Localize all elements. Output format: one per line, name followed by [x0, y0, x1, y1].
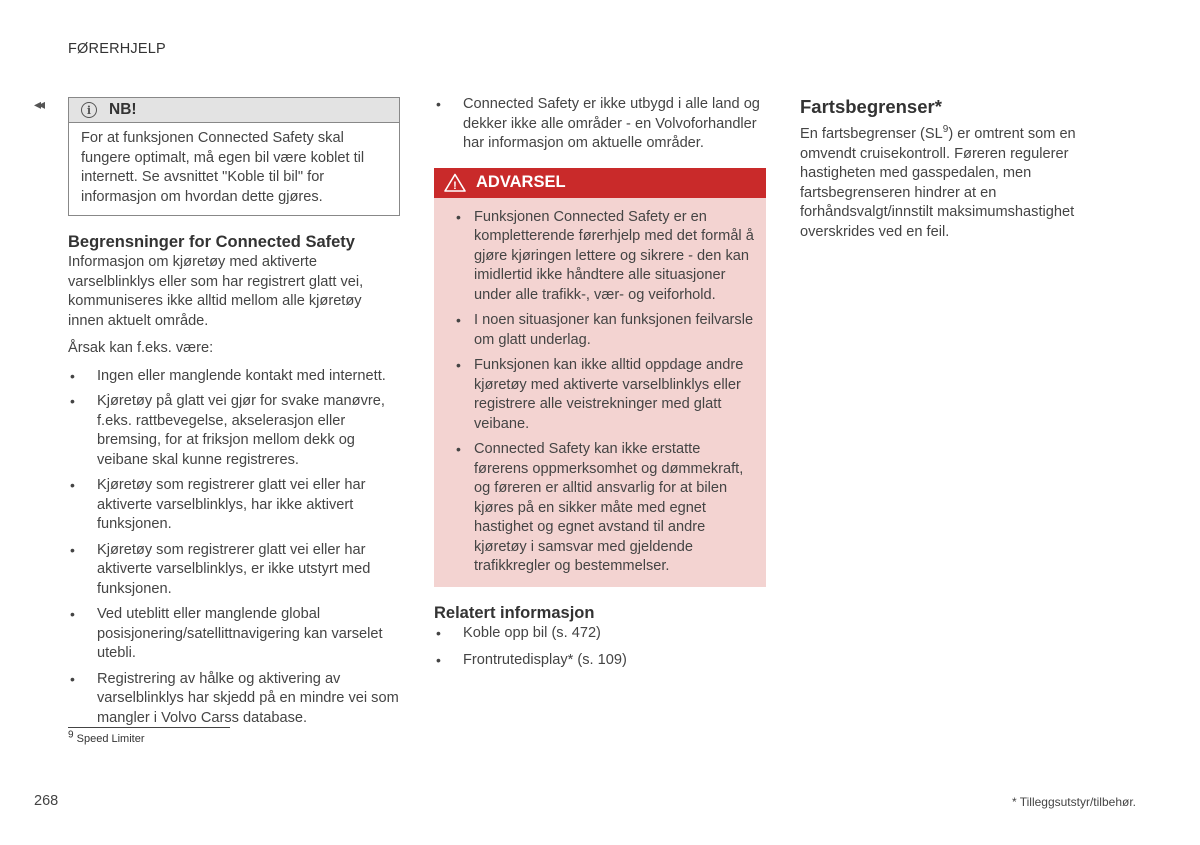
- previous-page-arrow-icon: ◂◂: [34, 96, 43, 112]
- related-link[interactable]: • Frontrutedisplay* (s. 109): [434, 651, 766, 671]
- list-item: • I noen situasjoner kan funksjonen feilvarsle om glatt underlag.: [444, 311, 756, 350]
- footnote-reference: 9: [942, 124, 949, 136]
- list-item: • Funksjonen Connected Safety er en kompletterende førerhjelp med det formål å gjøre kjøringen lettere og sikrere - den kan imidlertid ikke håndtere alle situasjoner under alle trafikk-, vær- og veiforhold.: [444, 208, 756, 306]
- speed-limiter-text-start: En fartsbegrenser (SL: [800, 126, 943, 142]
- warning-list: [444, 208, 756, 577]
- info-icon: i: [81, 102, 97, 118]
- warning-icon-glyph: !: [453, 180, 457, 192]
- footnote: [68, 729, 145, 746]
- warning-triangle-icon: [444, 173, 466, 192]
- column-middle: [434, 95, 766, 677]
- limitations-intro: Informasjon om kjøretøy med aktiverte varselblinklys eller som har registrert glatt vei, kommuniseres ikke alltid mellom alle kjøretøy innen aktuelt område.: [68, 254, 364, 329]
- related-links: [434, 624, 766, 671]
- footnote-text: Speed Limiter: [76, 733, 145, 745]
- list-item: • Registrering av hålke og aktivering av varselblinklys har skjedd på en mindre vei som mangler i Volvo Carss database.: [68, 670, 400, 729]
- limitations-section: [68, 232, 400, 728]
- accessory-note: * Tilleggsutstyr/tilbehør.: [1011, 795, 1136, 809]
- column-left: [68, 97, 400, 734]
- note-text: For at funksjonen Connected Safety skal fungere optimalt, må egen bil være koblet til internett. Se avsnittet "Koble til bil" for informasjon om hvordan dette gjøres.: [81, 130, 365, 205]
- speed-limiter-heading: Fartsbegrenser*: [800, 96, 942, 117]
- page-number: 268: [34, 793, 59, 809]
- warning-body: [434, 198, 766, 587]
- continued-list: [434, 95, 766, 154]
- limitations-heading: Begrensninger for Connected Safety: [68, 233, 355, 251]
- section-title: FØRERHJELP: [68, 41, 166, 57]
- speed-limiter-text: [800, 125, 1132, 242]
- note-box: [68, 97, 400, 216]
- list-item: • Connected Safety kan ikke erstatte førerens oppmerksomhet og dømmekraft, og føreren er alltid ansvarlig for at bilen kjøres på en sikker måte med egnet hastighet og egnet avstand til andre kjøretøy i samsvar med gjeldende trafikkregler og bestemmelser.: [444, 440, 756, 577]
- list-item: • Kjøretøy som registrerer glatt vei eller har aktiverte varselblinklys, er ikke utstyrt med funksjonen.: [68, 541, 400, 600]
- list-item: • Ingen eller manglende kontakt med internett.: [68, 367, 400, 387]
- list-item: • Funksjonen kan ikke alltid oppdage andre kjøretøy med aktiverte varselblinklys eller registrere alle veistrekninger med glatt veibane.: [444, 356, 756, 434]
- limitations-list: [68, 367, 400, 729]
- note-title: NB!: [109, 101, 137, 119]
- footnote-number: 9: [68, 729, 74, 741]
- column-right: [800, 95, 1132, 242]
- list-item: • Kjøretøy som registrerer glatt vei eller har aktiverte varselblinklys, har ikke aktivert funksjonen.: [68, 476, 400, 535]
- list-item: • Ved uteblitt eller manglende global posisjonering/satellittnavigering kan varselet utebli.: [68, 605, 400, 664]
- warning-header: [434, 168, 766, 198]
- reason-label: Årsak kan f.eks. være:: [68, 340, 214, 356]
- warning-box: [434, 168, 766, 587]
- list-item: • Kjøretøy på glatt vei gjør for svake manøvre, f.eks. rattbevegelse, akselerasjon eller bremsing, for at friksjon mellom dekk og veibane skal kunne registreres.: [68, 392, 400, 470]
- footnote-divider: [68, 727, 230, 728]
- related-section: [434, 603, 766, 671]
- warning-title: ADVARSEL: [476, 172, 566, 191]
- speed-limiter-text-end: ) er omtrent som en omvendt cruisekontroll. Føreren regulerer hastigheten med gasspedalen, men fartsbegrenseren hindrer at en forhåndsvalgt/innstilt maksimumshastighet overskrides ved en feil.: [800, 126, 1076, 240]
- list-item: • Connected Safety er ikke utbygd i alle land og dekker ikke alle områder - en Volvoforhandler har informasjon om aktuelle områder.: [434, 95, 766, 154]
- related-heading: Relatert informasjon: [434, 603, 595, 622]
- note-header: [69, 98, 399, 123]
- related-link[interactable]: • Koble opp bil (s. 472): [434, 624, 766, 644]
